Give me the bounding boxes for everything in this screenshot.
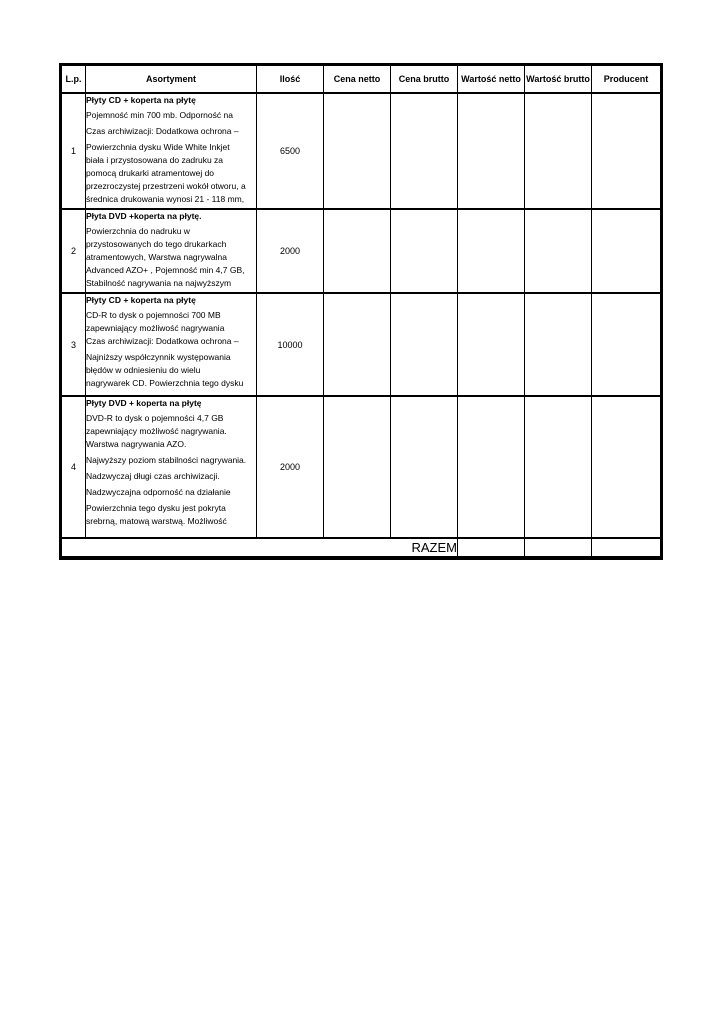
row-line: Stabilność nagrywania na najwyższym — [86, 278, 232, 288]
summary-label: RAZEM — [62, 538, 458, 557]
row-line: Pojemność min 700 mb. Odporność na — [86, 110, 233, 120]
row-description — [86, 293, 257, 396]
row-qty: 2000 — [257, 396, 324, 538]
table-row — [62, 93, 661, 209]
cell-cena-brutto — [391, 396, 458, 538]
row-line: średnica drukowania wynosi 21 - 118 mm, — [86, 194, 245, 204]
row-line: Advanced AZO+ , Pojemność min 4,7 GB, — [86, 265, 245, 275]
row-line: przezroczystej przestrzeni wokół otworu, a — [86, 181, 246, 191]
cell-wartosc-netto — [458, 396, 525, 538]
cell-wartosc-brutto — [525, 293, 592, 396]
cell-cena-netto — [324, 293, 391, 396]
summary-row — [62, 538, 661, 557]
cell-cena-brutto — [391, 93, 458, 209]
row-description — [86, 93, 257, 209]
row-line: DVD-R to dysk o pojemności 4,7 GB — [86, 413, 224, 423]
cell-producent — [592, 93, 661, 209]
row-lp: 2 — [62, 209, 86, 293]
cell-producent — [592, 293, 661, 396]
row-line: przystosowanych do tego drukarkach — [86, 239, 227, 249]
cell-cena-brutto — [391, 209, 458, 293]
row-line: Najwyższy poziom stabilności nagrywania. — [86, 455, 247, 465]
header-asortyment: Asortyment — [86, 66, 257, 94]
row-line: CD-R to dysk o pojemności 700 MB — [86, 310, 221, 320]
table-header-row — [62, 66, 661, 94]
row-line: błędów w odniesieniu do wielu — [86, 365, 201, 375]
row-qty: 10000 — [257, 293, 324, 396]
cell-cena-netto — [324, 396, 391, 538]
summary-producent — [592, 538, 661, 557]
cell-wartosc-netto — [458, 293, 525, 396]
cell-cena-netto — [324, 209, 391, 293]
row-lp: 3 — [62, 293, 86, 396]
row-title: Płyty CD + koperta na płytę — [86, 295, 196, 305]
table-row — [62, 396, 661, 538]
row-line: Warstwa nagrywania AZO. — [86, 439, 187, 449]
row-line: Czas archiwizacji: Dodatkowa ochrona – — [86, 336, 239, 346]
row-line: zapewniający możliwość nagrywania — [86, 323, 225, 333]
cell-producent — [592, 209, 661, 293]
cell-producent — [592, 396, 661, 538]
order-table — [61, 65, 661, 558]
row-line: Powierzchnia do nadruku w — [86, 226, 190, 236]
cell-cena-brutto — [391, 293, 458, 396]
row-line: Powierzchnia dysku Wide White Inkjet — [86, 142, 230, 152]
row-qty: 6500 — [257, 93, 324, 209]
row-title: Płyty DVD + koperta na płytę — [86, 398, 202, 408]
summary-wartosc-netto — [458, 538, 525, 557]
row-qty: 2000 — [257, 209, 324, 293]
row-lp: 1 — [62, 93, 86, 209]
row-line: pomocą drukarki atramentowej do — [86, 168, 215, 178]
header-producent: Producent — [592, 66, 661, 94]
row-line: atramentowych, Warstwa nagrywalna — [86, 252, 227, 262]
row-lp: 4 — [62, 396, 86, 538]
row-line: Czas archiwizacji: Dodatkowa ochrona – — [86, 126, 239, 136]
row-line: Powierzchnia tego dysku jest pokryta — [86, 503, 226, 513]
header-ilosc: Ilość — [257, 66, 324, 94]
summary-wartosc-brutto — [525, 538, 592, 557]
row-description — [86, 396, 257, 538]
header-cena-netto: Cena netto — [324, 66, 391, 94]
row-line: biała i przystosowana do zadruku za — [86, 155, 224, 165]
cell-wartosc-netto — [458, 93, 525, 209]
row-line: nagrywarek CD. Powierzchnia tego dysku — [86, 378, 244, 388]
cell-wartosc-brutto — [525, 396, 592, 538]
cell-wartosc-brutto — [525, 209, 592, 293]
header-cena-brutto: Cena brutto — [391, 66, 458, 94]
cell-wartosc-netto — [458, 209, 525, 293]
row-line: Najniższy współczynnik występowania — [86, 352, 231, 362]
table-row — [62, 209, 661, 293]
cell-cena-netto — [324, 93, 391, 209]
table-row — [62, 293, 661, 396]
row-line: Nadzwyczajna odporność na działanie — [86, 487, 231, 497]
row-description — [86, 209, 257, 293]
header-wartosc-brutto: Wartość brutto — [525, 66, 592, 94]
header-wartosc-netto: Wartość netto — [458, 66, 525, 94]
row-line: zapewniający możliwość nagrywania. — [86, 426, 227, 436]
row-line: srebrną, matową warstwą. Możliwość — [86, 516, 227, 526]
cell-wartosc-brutto — [525, 93, 592, 209]
row-line: Nadzwyczaj długi czas archiwizacji. — [86, 471, 220, 481]
row-title: Płyty CD + koperta na płytę — [86, 95, 196, 105]
header-lp: L.p. — [62, 66, 86, 94]
row-title: Płyta DVD +koperta na płytę. — [86, 211, 202, 221]
